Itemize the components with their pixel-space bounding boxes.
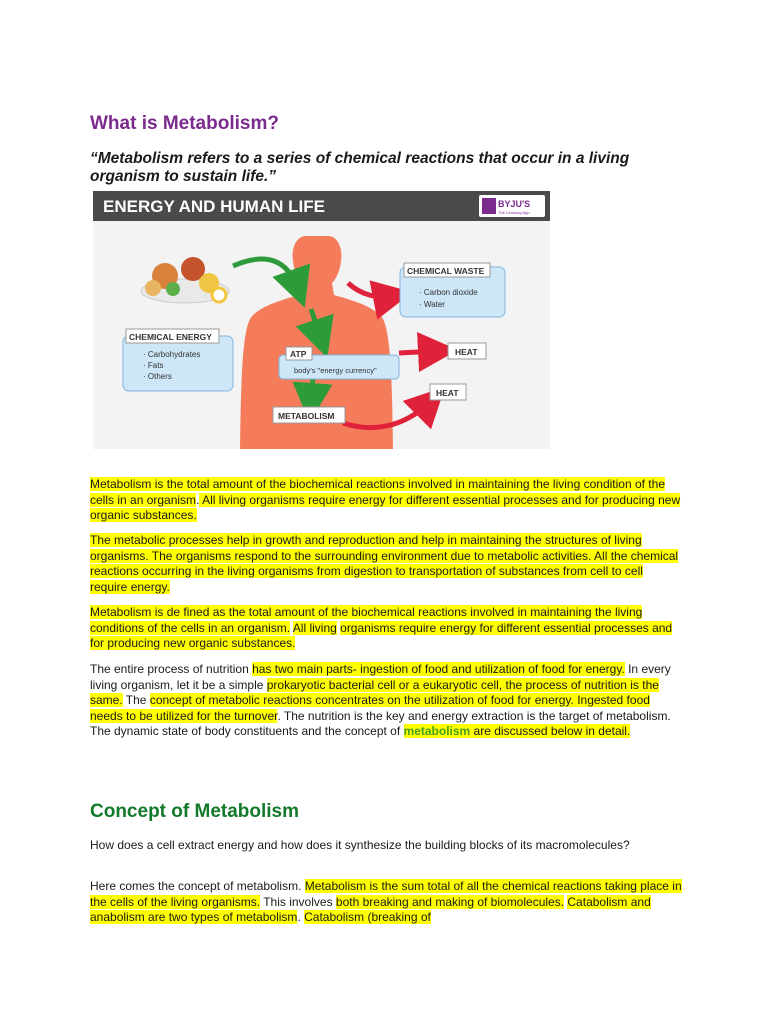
chemical-energy-item: · Fats <box>143 361 164 370</box>
highlight: Catabolism (breaking of <box>304 910 431 924</box>
atp-caption: body's "energy currency" <box>294 366 377 375</box>
text-span: The entire process of nutrition <box>90 662 253 676</box>
logo-subtitle: The Learning App <box>498 210 530 215</box>
byjus-logo-mark <box>482 198 496 214</box>
highlight: Metabolism is the sum total of all the chemical reactions taking place in the cells of the living organisms. <box>90 879 682 909</box>
food-bread <box>145 280 161 296</box>
chemical-energy-item: · Others <box>143 372 172 381</box>
highlight: Metabolism is the total amount of the biochemical reactions involved in maintaining the living condition of the cells in an organism <box>90 477 665 507</box>
highlight: organisms require energy for different essential processes and for producing new organic substances. <box>90 620 673 650</box>
highlight: has two main parts- ingestion of food and utilization of food for energy. <box>252 662 625 676</box>
highlight: Catabolism and anabolism are two types of metabolism <box>90 894 651 924</box>
paragraph-2 <box>90 533 682 595</box>
chemical-energy-item: · Carbohydrates <box>143 350 201 359</box>
text-span: In every living organism, let it be a simple <box>90 662 671 692</box>
atp-to-metabolism-arrow <box>311 376 313 403</box>
text-span: This involves <box>260 894 336 909</box>
highlight: organisms respond to the surrounding environment due to metabolic activities. All the chemical reactions occurring in the living organisms from digestion to transportation of substances from cell to cell require energy. <box>90 548 679 594</box>
definition-quote: “Metabolism refers to a series of chemical reactions that occur in a living organism to sustain life.” <box>90 150 630 185</box>
highlight: concept of metabolic reactions concentrates on the utilization of food for energy. Ingested food needs to be utilized for the turnover <box>90 693 650 723</box>
heat2-label: HEAT <box>436 388 459 398</box>
metabolism-label: METABOLISM <box>278 411 335 421</box>
text-span: Here comes the concept of metabolism. <box>90 879 305 893</box>
heat1-label: HEAT <box>455 347 478 357</box>
text-span: The <box>122 693 150 707</box>
highlight: prokaryotic bacterial cell or a eukaryotic cell, the process of nutrition is the same. <box>90 677 659 707</box>
highlight: The metabolic processes help in growth and reproduction and help in maintaining the structures of living organisms. The <box>90 533 642 563</box>
highlight: Metabolism is de fined as the total amount of the biochemical reactions involved in maintaining the living conditions of the cells in an organism. <box>90 605 643 635</box>
logo-text: BYJU'S <box>498 199 531 209</box>
paragraph-4 <box>90 662 682 740</box>
chemical-waste-item: · Carbon dioxide <box>419 288 478 297</box>
chemical-waste-title: CHEMICAL WASTE <box>407 266 485 276</box>
figure-illustration <box>93 191 550 449</box>
metabolism-link[interactable]: metabolism <box>403 724 471 738</box>
heat1-arrow <box>399 351 438 353</box>
text-span: . The nutrition is the key and energy extraction is the target of metabolism. The dynamic state of body constituents and the concept of <box>90 708 671 738</box>
text-span: . <box>196 492 200 507</box>
paragraph-6 <box>90 879 682 926</box>
text-span: . <box>297 910 305 924</box>
energy-human-life-figure <box>93 191 550 449</box>
page-title: What is Metabolism? <box>90 113 279 134</box>
highlight: All living <box>292 620 337 635</box>
food-salad <box>166 282 180 296</box>
food-egg <box>212 288 226 302</box>
highlight: All living organisms require energy for different essential processes and for producing new organic substances. <box>90 492 681 522</box>
banner-title: ENERGY AND HUMAN LIFE <box>103 197 325 216</box>
atp-label: ATP <box>290 349 307 359</box>
paragraph-1 <box>90 477 682 524</box>
paragraph-5: How does a cell extract energy and how does it synthesize the building blocks of its macromolecules? <box>90 838 630 852</box>
food-to-body-arrow <box>233 259 298 289</box>
chemical-energy-box <box>123 336 233 391</box>
section-title: Concept of Metabolism <box>90 801 300 822</box>
chemical-waste-item: · Water <box>419 300 445 309</box>
highlight: both breaking and making of biomolecules. <box>335 894 565 909</box>
chemical-energy-title: CHEMICAL ENERGY <box>129 332 212 342</box>
highlight: are discussed below in detail. <box>470 724 631 738</box>
waste-arrow <box>348 283 393 297</box>
paragraph-3 <box>90 605 682 652</box>
